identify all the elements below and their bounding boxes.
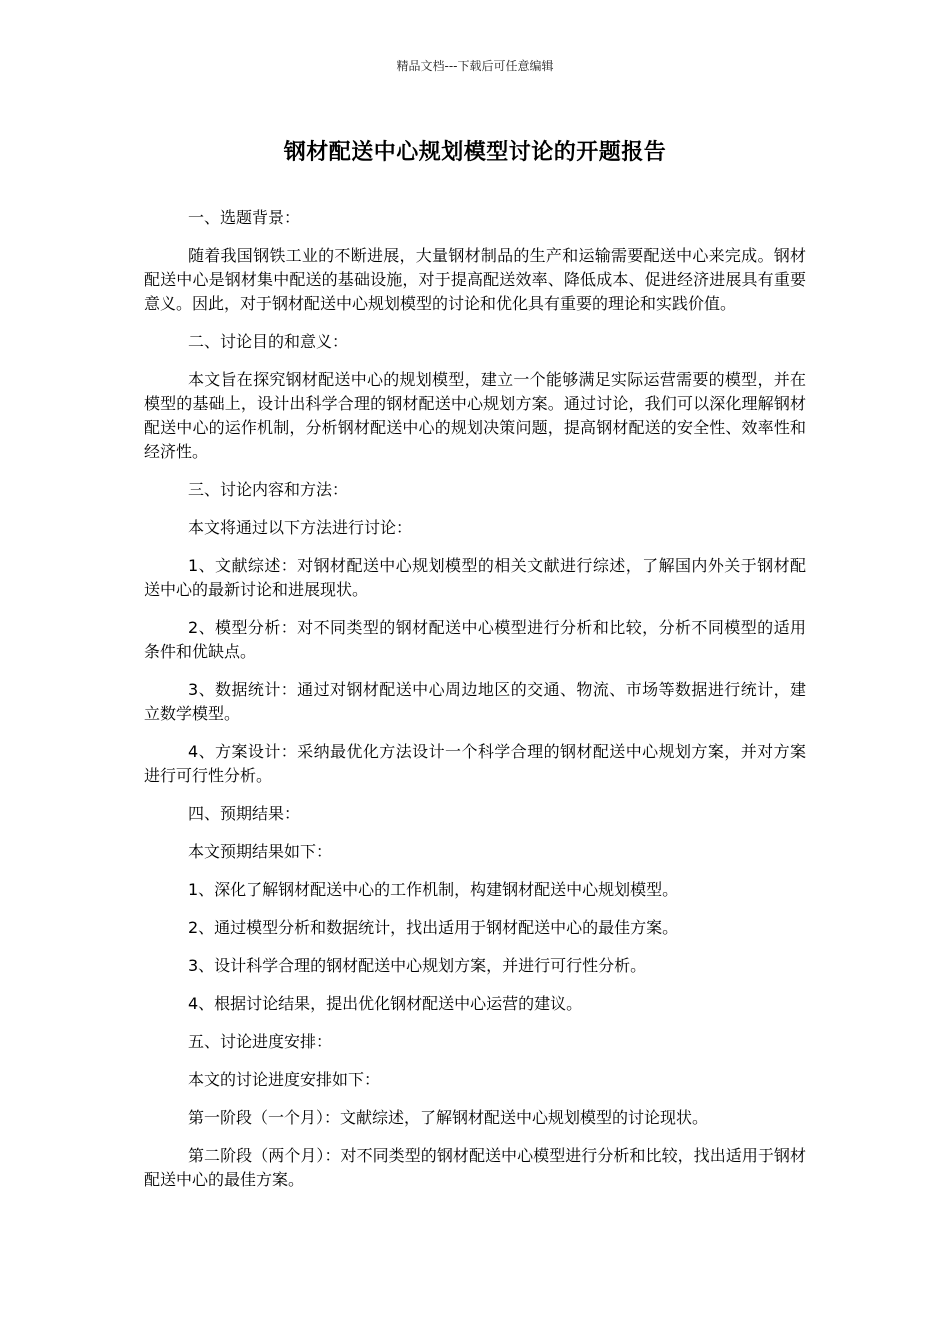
section-heading-results: 四、预期结果： bbox=[188, 804, 301, 823]
list-item-method-1: 1、文献综述：对钢材配送中心规划模型的相关文献进行综述，了解国内外关于钢材配送中心的最新讨论和进展现状。 bbox=[144, 556, 806, 599]
list-item-result-2: 2、通过模型分析和数据统计，找出适用于钢材配送中心的最佳方案。 bbox=[188, 918, 679, 937]
paragraph-background: 随着我国钢铁工业的不断进展，大量钢材制品的生产和运输需要配送中心来完成。钢材配送中心是钢材集中配送的基础设施，对于提高配送效率、降低成本、促进经济进展具有重要意义。因此，对于钢材配送中心规划模型的讨论和优化具有重要的理论和实践价值。 bbox=[144, 246, 806, 313]
list-item-result-1: 1、深化了解钢材配送中心的工作机制，构建钢材配送中心规划模型。 bbox=[188, 880, 679, 899]
section-heading-schedule: 五、讨论进度安排： bbox=[188, 1032, 333, 1051]
list-item-result-4: 4、根据讨论结果，提出优化钢材配送中心运营的建议。 bbox=[188, 994, 583, 1013]
paragraph-results-intro: 本文预期结果如下： bbox=[188, 842, 333, 861]
list-item-stage-2: 第二阶段（两个月）：对不同类型的钢材配送中心模型进行分析和比较，找出适用于钢材配送中心的最佳方案。 bbox=[144, 1146, 806, 1189]
section-heading-purpose: 二、讨论目的和意义： bbox=[188, 332, 349, 351]
document-body bbox=[144, 206, 806, 1206]
section-heading-background: 一、选题背景： bbox=[188, 208, 301, 227]
list-item-method-3: 3、数据统计：通过对钢材配送中心周边地区的交通、物流、市场等数据进行统计，建立数学模型。 bbox=[144, 680, 806, 723]
page-header: 精品文档---下载后可任意编辑 bbox=[396, 59, 554, 73]
document-title: 钢材配送中心规划模型讨论的开题报告 bbox=[283, 140, 667, 165]
list-item-stage-1: 第一阶段（一个月）：文献综述，了解钢材配送中心规划模型的讨论现状。 bbox=[188, 1108, 709, 1127]
paragraph-schedule-intro: 本文的讨论进度安排如下： bbox=[188, 1070, 381, 1089]
list-item-method-2: 2、模型分析：对不同类型的钢材配送中心模型进行分析和比较，分析不同模型的适用条件和优缺点。 bbox=[144, 618, 806, 661]
list-item-result-3: 3、设计科学合理的钢材配送中心规划方案，并进行可行性分析。 bbox=[188, 956, 647, 975]
list-item-method-4: 4、方案设计：采纳最优化方法设计一个科学合理的钢材配送中心规划方案，并对方案进行可行性分析。 bbox=[144, 742, 806, 785]
paragraph-purpose: 本文旨在探究钢材配送中心的规划模型，建立一个能够满足实际运营需要的模型，并在模型的基础上，设计出科学合理的钢材配送中心规划方案。通过讨论，我们可以深化理解钢材配送中心的运作机制，分析钢材配送中心的规划决策问题，提高钢材配送的安全性、效率性和经济性。 bbox=[144, 370, 806, 461]
paragraph-methods-intro: 本文将通过以下方法进行讨论： bbox=[188, 518, 413, 537]
section-heading-methods: 三、讨论内容和方法： bbox=[188, 480, 349, 499]
